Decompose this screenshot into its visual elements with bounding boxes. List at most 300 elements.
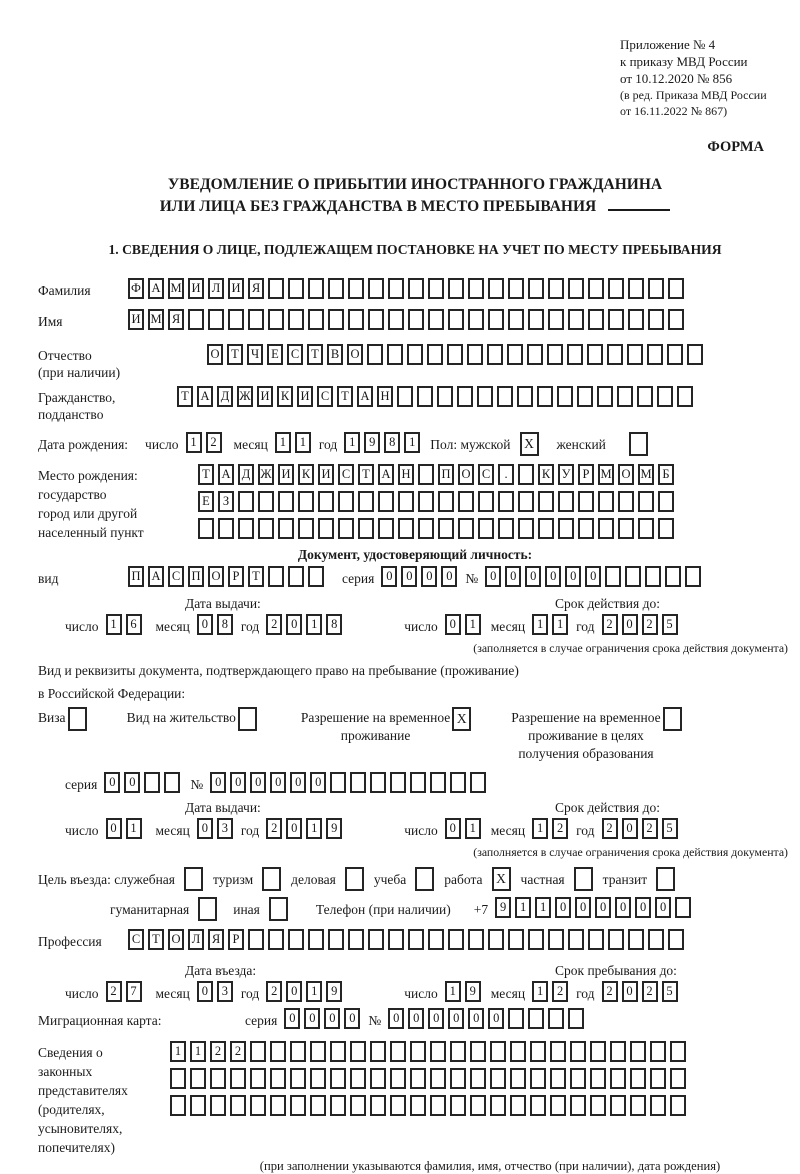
char-cell: 0	[286, 614, 302, 635]
char-cell: П	[438, 464, 454, 485]
field-label: иная	[233, 902, 260, 917]
char-cell	[628, 278, 644, 299]
char-cell: 0	[428, 1008, 444, 1029]
char-cell	[250, 1095, 266, 1116]
char-cell: 9	[326, 818, 342, 839]
char-cell	[370, 1041, 386, 1062]
permit-validity-note: (заполняется в случае ограничения срока действия документа)	[473, 845, 788, 859]
char-cells	[495, 897, 695, 918]
char-cell	[268, 278, 284, 299]
char-cell: И	[128, 309, 144, 330]
char-cell	[508, 929, 524, 950]
char-cell	[450, 1095, 466, 1116]
char-cell: 1	[106, 614, 122, 635]
char-cell: Н	[398, 464, 414, 485]
char-cell	[488, 278, 504, 299]
char-cell: А	[378, 464, 394, 485]
field-label: месяц	[155, 619, 190, 634]
char-cells	[266, 818, 346, 839]
char-cell	[418, 491, 434, 512]
form-title-line1: УВЕДОМЛЕНИЕ О ПРИБЫТИИ ИНОСТРАННОГО ГРАЖДАНИНА	[167, 176, 663, 193]
field-label: число	[65, 619, 99, 634]
char-cell	[468, 309, 484, 330]
char-cell: 0	[655, 897, 671, 918]
char-cell	[518, 491, 534, 512]
spacer	[346, 981, 404, 982]
char-cell: 2	[602, 614, 618, 635]
char-cell: С	[168, 566, 184, 587]
char-cell: Б	[658, 464, 674, 485]
char-cell	[630, 1095, 646, 1116]
column-heading-left: Дата выдачи:	[185, 596, 261, 611]
surname-row	[38, 278, 792, 303]
char-cell	[558, 518, 574, 539]
field-label: число	[65, 986, 99, 1001]
char-cell	[668, 278, 684, 299]
char-cell	[548, 309, 564, 330]
char-cell	[608, 309, 624, 330]
char-cells-row	[198, 491, 678, 512]
char-cell: О	[207, 344, 223, 365]
char-cell: А	[148, 566, 164, 587]
char-cell: П	[128, 566, 144, 587]
field-label-line: Место рождения:	[38, 468, 138, 483]
identity-doc-heading: Документ, удостоверяющий личность:	[297, 547, 533, 562]
permit-option-label-line: Разрешение на временное	[300, 710, 451, 725]
char-cell: 1	[344, 432, 360, 453]
char-cell	[410, 1041, 426, 1062]
char-cells	[445, 981, 485, 1002]
char-cell	[278, 518, 294, 539]
char-cells	[207, 344, 707, 365]
checkbox	[574, 867, 593, 891]
char-cells	[275, 432, 315, 453]
char-cell	[358, 491, 374, 512]
char-cell	[670, 1068, 686, 1089]
char-cell	[410, 772, 426, 793]
field-label-line: попечителях)	[38, 1140, 115, 1155]
char-cell	[258, 518, 274, 539]
char-cell: 1	[465, 818, 481, 839]
char-cell: Е	[198, 491, 214, 512]
char-cells	[198, 518, 678, 539]
char-cells-row	[170, 1095, 690, 1116]
char-cell	[328, 929, 344, 950]
char-cell	[290, 1041, 306, 1062]
char-cell: 0	[622, 981, 638, 1002]
char-cell: 8	[384, 432, 400, 453]
permit-option	[511, 707, 691, 763]
char-cell	[310, 1095, 326, 1116]
char-cell	[498, 491, 514, 512]
char-cell	[510, 1041, 526, 1062]
char-cell: О	[618, 464, 634, 485]
field-label: №	[465, 571, 479, 586]
char-cell	[378, 491, 394, 512]
char-cell: 3	[217, 818, 233, 839]
char-cell	[568, 278, 584, 299]
char-cell: 0	[635, 897, 651, 918]
field-label: вид	[38, 571, 59, 586]
header-line-3: от 10.12.2020 № 856	[620, 71, 733, 86]
char-cell	[330, 772, 346, 793]
field-label-line: Гражданство,	[38, 390, 116, 405]
char-cell: 0	[421, 566, 437, 587]
char-cell	[270, 1041, 286, 1062]
char-cell: 0	[290, 772, 306, 793]
char-cell: Д	[217, 386, 233, 407]
char-cell: Ж	[258, 464, 274, 485]
char-cell	[550, 1041, 566, 1062]
form-title-line2-text: ИЛИ ЛИЦА БЕЗ ГРАЖДАНСТВА В МЕСТО ПРЕБЫВАНИЯ	[159, 198, 597, 215]
char-cell	[407, 344, 423, 365]
char-cell	[647, 344, 663, 365]
char-cells	[128, 929, 688, 950]
char-cell-rows	[170, 1041, 690, 1122]
char-cell	[210, 1095, 226, 1116]
field-label	[38, 464, 198, 542]
char-cell	[230, 1068, 246, 1089]
char-cell	[408, 278, 424, 299]
char-cell	[610, 1068, 626, 1089]
char-cell	[408, 929, 424, 950]
field-label: год	[576, 986, 595, 1001]
char-cell: 0	[565, 566, 581, 587]
char-cell	[618, 491, 634, 512]
char-cells	[344, 432, 424, 453]
char-cells	[128, 566, 328, 587]
char-cell	[350, 1041, 366, 1062]
char-cell	[498, 518, 514, 539]
char-cell	[618, 518, 634, 539]
char-cell: 1	[186, 432, 202, 453]
char-cell	[490, 1041, 506, 1062]
char-cell: 2	[602, 981, 618, 1002]
char-cell: М	[168, 278, 184, 299]
field-label: Миграционная карта:	[38, 1013, 162, 1028]
char-cell	[390, 1095, 406, 1116]
char-cell	[388, 278, 404, 299]
form-title-line2	[38, 196, 792, 218]
char-cell: 0	[344, 1008, 360, 1029]
char-cell: 0	[505, 566, 521, 587]
char-cell: 0	[595, 897, 611, 918]
spacer	[135, 432, 145, 433]
char-cell	[278, 491, 294, 512]
char-cell	[428, 309, 444, 330]
char-cell	[348, 929, 364, 950]
char-cell: 0	[555, 897, 571, 918]
char-cell: 0	[250, 772, 266, 793]
char-cell: 0	[197, 981, 213, 1002]
char-cell: 1	[126, 818, 142, 839]
char-cell	[308, 278, 324, 299]
checkbox	[68, 707, 87, 731]
char-cell	[448, 929, 464, 950]
char-cell: Т	[248, 566, 264, 587]
char-cell: 5	[662, 614, 678, 635]
char-cell: 0	[615, 897, 631, 918]
field-label-line: Отчество	[38, 348, 92, 363]
birthdate-row	[38, 432, 792, 457]
char-cell: Ж	[237, 386, 253, 407]
char-cell	[428, 278, 444, 299]
char-cell	[370, 1095, 386, 1116]
char-cell	[648, 929, 664, 950]
char-cell: 2	[642, 818, 658, 839]
char-cell: 2	[266, 818, 282, 839]
field-label: число	[404, 619, 438, 634]
char-cell: 1	[552, 614, 568, 635]
char-cell	[238, 491, 254, 512]
char-cell	[367, 344, 383, 365]
char-cell	[308, 566, 324, 587]
field-label-line: город или другой	[38, 506, 138, 521]
char-cell: К	[277, 386, 293, 407]
residence-doc-line2: в Российской Федерации:	[38, 686, 186, 701]
char-cell	[488, 929, 504, 950]
char-cell	[410, 1095, 426, 1116]
char-cell: 1	[306, 614, 322, 635]
char-cell	[430, 1068, 446, 1089]
char-cell: 3	[217, 981, 233, 1002]
char-cell	[538, 518, 554, 539]
char-cell: Т	[227, 344, 243, 365]
doc-dates-heads	[38, 596, 792, 613]
spacer	[38, 818, 65, 819]
spacer	[298, 897, 316, 898]
char-cell: 0	[441, 566, 457, 587]
checkbox	[198, 897, 217, 921]
char-cell: Л	[208, 278, 224, 299]
char-cell: 0	[488, 1008, 504, 1029]
spacer	[226, 432, 234, 433]
char-cell	[508, 278, 524, 299]
char-cell: 1	[445, 981, 461, 1002]
char-cell	[368, 278, 384, 299]
char-cell	[510, 1095, 526, 1116]
permit-option-label-line: проживание	[340, 728, 411, 743]
char-cell: 0	[124, 772, 140, 793]
char-cell	[398, 518, 414, 539]
citizenship-row	[38, 386, 792, 423]
permit-option-label	[127, 707, 236, 727]
permit-option-label-line: Разрешение на временное	[511, 710, 661, 725]
char-cell: З	[218, 491, 234, 512]
permit-option	[38, 707, 97, 731]
char-cell: 0	[381, 566, 397, 587]
field-label-line: (родителях,	[38, 1102, 105, 1117]
char-cell	[608, 278, 624, 299]
char-cell	[490, 1095, 506, 1116]
doc-validity-note: (заполняется в случае ограничения срока действия документа)	[473, 641, 788, 655]
field-label	[38, 344, 200, 381]
char-cell	[170, 1095, 186, 1116]
char-cell	[617, 386, 633, 407]
field-label: деловая	[291, 872, 336, 887]
checkbox	[656, 867, 675, 891]
char-cell	[330, 1041, 346, 1062]
char-cell: О	[458, 464, 474, 485]
char-cell	[448, 278, 464, 299]
char-cell	[188, 309, 204, 330]
field-label: месяц	[490, 823, 526, 838]
field-label: месяц	[490, 986, 526, 1001]
char-cell	[578, 491, 594, 512]
section1-heading: 1. СВЕДЕНИЯ О ЛИЦЕ, ПОДЛЕЖАЩЕМ ПОСТАНОВКЕ НА УЧЕТ ПО МЕСТУ ПРЕБЫВАНИЯ	[108, 242, 722, 257]
char-cell: Д	[238, 464, 254, 485]
char-cell: 9	[465, 981, 481, 1002]
char-cell	[548, 1008, 564, 1029]
char-cell	[598, 491, 614, 512]
char-cell	[607, 344, 623, 365]
char-cells	[170, 1068, 690, 1089]
checkbox-checked: X	[492, 867, 511, 891]
field-label: серия	[342, 571, 375, 586]
char-cell: В	[327, 344, 343, 365]
char-cell: И	[318, 464, 334, 485]
char-cell	[530, 1095, 546, 1116]
char-cell	[628, 309, 644, 330]
field-label: год	[318, 437, 338, 452]
char-cell: 2	[552, 818, 568, 839]
char-cell: 1	[515, 897, 531, 918]
char-cell	[517, 386, 533, 407]
field-label: число	[404, 986, 438, 1001]
char-cell	[288, 566, 304, 587]
char-cells	[284, 1008, 364, 1029]
firstname-row	[38, 309, 792, 334]
char-cell	[558, 491, 574, 512]
header-line-2: к приказу МВД России	[620, 54, 748, 69]
spacer	[38, 614, 65, 615]
field-label: №	[368, 1013, 382, 1028]
char-cell	[667, 344, 683, 365]
field-label: год	[240, 619, 260, 634]
char-cells	[197, 614, 237, 635]
char-cells	[445, 614, 485, 635]
char-cell	[477, 386, 493, 407]
char-cell: 7	[126, 981, 142, 1002]
char-cell: 2	[106, 981, 122, 1002]
char-cell: С	[317, 386, 333, 407]
char-cell	[470, 1095, 486, 1116]
char-cell: 0	[106, 818, 122, 839]
char-cell: И	[188, 278, 204, 299]
char-cell	[448, 309, 464, 330]
char-cell: 2	[206, 432, 222, 453]
char-cell	[390, 1068, 406, 1089]
char-cell	[630, 1068, 646, 1089]
char-cell	[288, 929, 304, 950]
char-cell	[450, 1068, 466, 1089]
char-cell	[478, 518, 494, 539]
char-cell	[658, 518, 674, 539]
char-cell: Т	[307, 344, 323, 365]
field-label-line: подданство	[38, 407, 104, 422]
char-cell	[290, 1068, 306, 1089]
char-cell	[298, 518, 314, 539]
migration-card-row	[38, 1008, 792, 1033]
char-cells	[128, 309, 688, 330]
checkbox	[184, 867, 203, 891]
field-label: год	[576, 619, 595, 634]
checkbox	[345, 867, 364, 891]
char-cell	[538, 491, 554, 512]
char-cell: 0	[408, 1008, 424, 1029]
char-cell	[397, 386, 413, 407]
char-cell: 0	[388, 1008, 404, 1029]
char-cell	[238, 518, 254, 539]
char-cell	[388, 309, 404, 330]
spacer	[38, 772, 65, 773]
char-cell	[507, 344, 523, 365]
spacer	[38, 897, 110, 898]
char-cell: Р	[578, 464, 594, 485]
field-label-line: законных	[38, 1064, 93, 1079]
char-cell	[578, 518, 594, 539]
char-cell	[548, 929, 564, 950]
char-cell: 0	[104, 772, 120, 793]
spacer	[146, 818, 156, 819]
char-cell	[570, 1041, 586, 1062]
char-cell: 1	[190, 1041, 206, 1062]
char-cell	[170, 1068, 186, 1089]
checkbox	[663, 707, 682, 731]
field-label: год	[240, 986, 260, 1001]
char-cell	[268, 929, 284, 950]
char-cells-row	[170, 1041, 690, 1062]
char-cell: 8	[217, 614, 233, 635]
char-cells	[532, 614, 572, 635]
char-cell	[675, 897, 691, 918]
permit-option-label	[301, 707, 450, 745]
char-cell	[318, 518, 334, 539]
char-cell	[650, 1041, 666, 1062]
char-cells	[602, 818, 682, 839]
field-label: месяц	[490, 619, 526, 634]
char-cell	[470, 1041, 486, 1062]
char-cell	[288, 278, 304, 299]
char-cell	[290, 1095, 306, 1116]
char-cells	[198, 464, 678, 485]
char-cell: 0	[197, 614, 213, 635]
char-cell	[668, 929, 684, 950]
char-cell: 6	[126, 614, 142, 635]
char-cells-row	[198, 464, 678, 485]
char-cells-row	[198, 518, 678, 539]
char-cell: А	[357, 386, 373, 407]
char-cell: С	[287, 344, 303, 365]
char-cells	[128, 278, 688, 299]
field-label: работа	[444, 872, 483, 887]
field-label: месяц	[233, 437, 268, 452]
char-cell	[248, 309, 264, 330]
char-cells	[381, 566, 461, 587]
char-cell: А	[218, 464, 234, 485]
char-cell	[657, 386, 673, 407]
char-cell	[250, 1068, 266, 1089]
char-cell	[350, 772, 366, 793]
char-cell	[438, 518, 454, 539]
char-cell	[665, 566, 681, 587]
checkbox-checked: X	[520, 432, 539, 456]
char-cell	[437, 386, 453, 407]
char-cell	[528, 278, 544, 299]
char-cell: 1	[532, 818, 548, 839]
char-cell	[308, 309, 324, 330]
field-label: учеба	[373, 872, 407, 887]
